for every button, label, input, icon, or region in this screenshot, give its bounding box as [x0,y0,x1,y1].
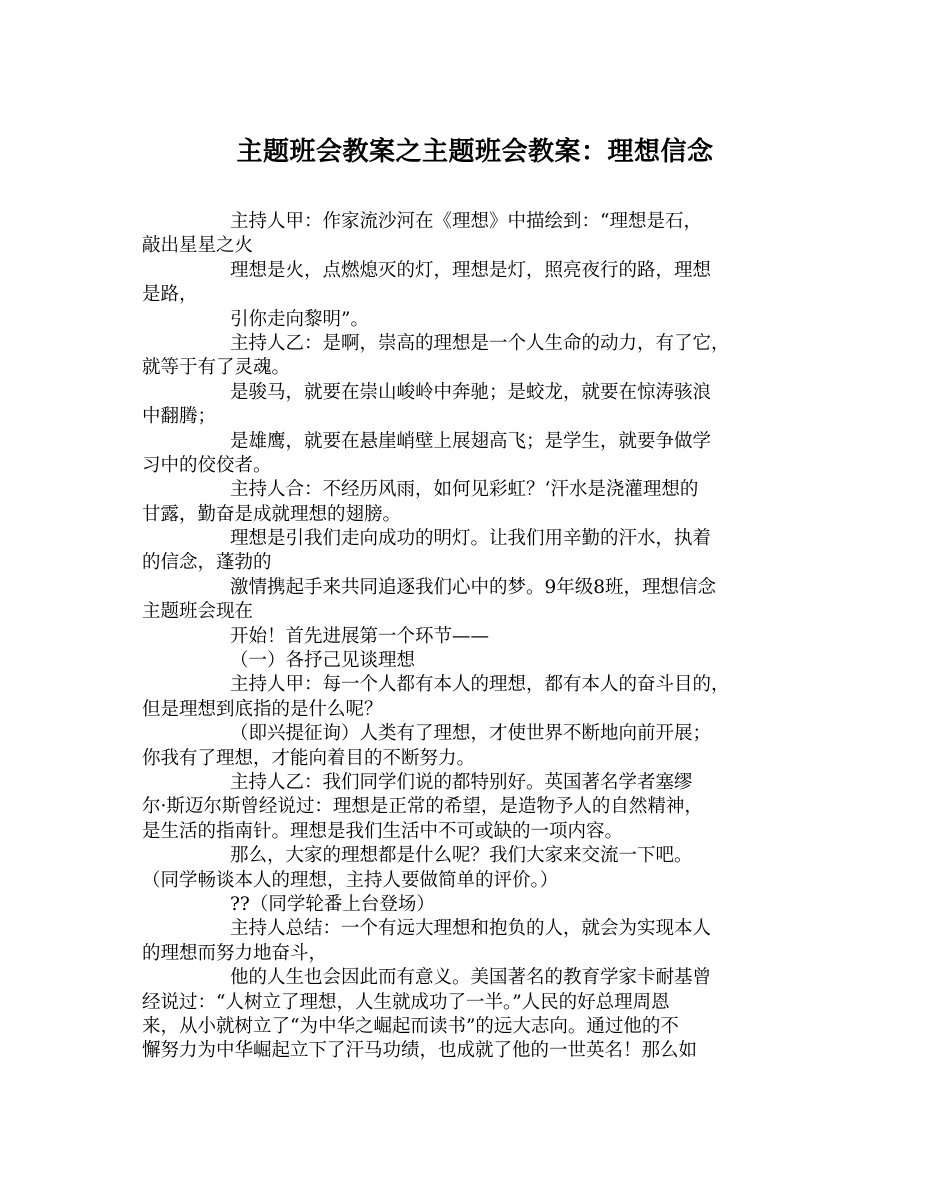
paragraph-line: （一）各抒己见谈理想 [230,650,416,672]
paragraph-line: 那么，大家的理想都是什么呢？我们大家来交流一下吧。 [230,845,693,867]
paragraph-line: 敲出星星之火 [142,235,254,257]
document-title: 主题班会教案之主题班会教案：理想信念 [236,137,714,167]
paragraph-line: 但是理想到底指的是什么呢？ [142,698,383,720]
paragraph-line: 是生活的指南针。理想是我们生活中不可或缺的一项内容。 [142,820,624,842]
paragraph-line: 主持人甲：作家流沙河在《理想》中描绘到：“理想是石， [230,211,702,232]
paragraph-line: 开始！首先进展第一个环节—— [230,625,490,647]
paragraph-line: 他的人生也会因此而有意义。美国著名的教育学家卡耐基曾 [230,967,712,989]
paragraph-line: 主持人合：不经历风雨，如何见彩虹？‘汗水是浇灌理想的 [230,479,699,501]
paragraph-line: 的理想而努力地奋斗， [142,942,328,964]
paragraph-line: （即兴提征询）人类有了理想，才使世界不断地向前开展； [230,723,712,745]
paragraph-line: 来，从小就树立了“为中华之崛起而读书”的远大志向。通过他的不 [142,1015,679,1037]
paragraph-line: 主持人甲：每一个人都有本人的理想，都有本人的奋斗目的， [230,674,730,696]
paragraph-line: 理想是引我们走向成功的明灯。让我们用辛勤的汗水，执着 [230,528,712,550]
paragraph-line: （同学畅谈本人的理想，主持人要做简单的评价。） [142,869,559,891]
paragraph-line: 你我有了理想，才能向着目的不断努力。 [142,747,476,769]
document-body [142,210,810,1064]
paragraph-line: 就等于有了灵魂。 [142,357,291,379]
paragraph-line: 是雄鹰，就要在悬崖峭壁上展翅高飞；是学生，就要争做学 [230,430,712,452]
paragraph-line: 甘露，勤奋是成就理想的翅膀。 [142,503,402,525]
paragraph-line: 激情携起手来共同追逐我们心中的梦。9年级8班，理想信念 [230,576,717,598]
paragraph-line: 是路， [142,284,198,306]
paragraph-line: 引你走向黎明”。 [230,308,369,330]
paragraph-line: 是骏马，就要在崇山峻岭中奔驰；是蛟龙，就要在惊涛骇浪 [230,381,712,403]
paragraph-line: 主题班会现在 [142,601,254,623]
paragraph-line: 中翻腾； [142,406,217,428]
paragraph-line: 经说过：“人树立了理想，人生就成功了一半。”人民的好总理周恩 [142,991,670,1013]
paragraph-line: 主持人总结：一个有远大理想和抱负的人，就会为实现本人 [230,918,712,940]
paragraph-line: 尔·斯迈尔斯曾经说过：理想是正常的希望，是造物予人的自然精神， [142,796,703,818]
paragraph-line: 理想是火，点燃熄灭的灯，理想是灯，照亮夜行的路，理想 [230,259,712,281]
paragraph-line: 的信念，蓬勃的 [142,552,272,574]
paragraph-line: 主持人乙：我们同学们说的都特别好。英国著名学者塞缪 [230,771,693,793]
paragraph-line: 习中的佼佼者。 [142,454,272,476]
paragraph-line: 懈努力为中华崛起立下了汗马功绩，也成就了他的一世英名！那么如 [142,1040,698,1062]
paragraph-line: ??（同学轮番上台登场） [230,893,435,915]
paragraph-line: 主持人乙：是啊，崇高的理想是一个人生命的动力，有了它， [230,332,730,354]
